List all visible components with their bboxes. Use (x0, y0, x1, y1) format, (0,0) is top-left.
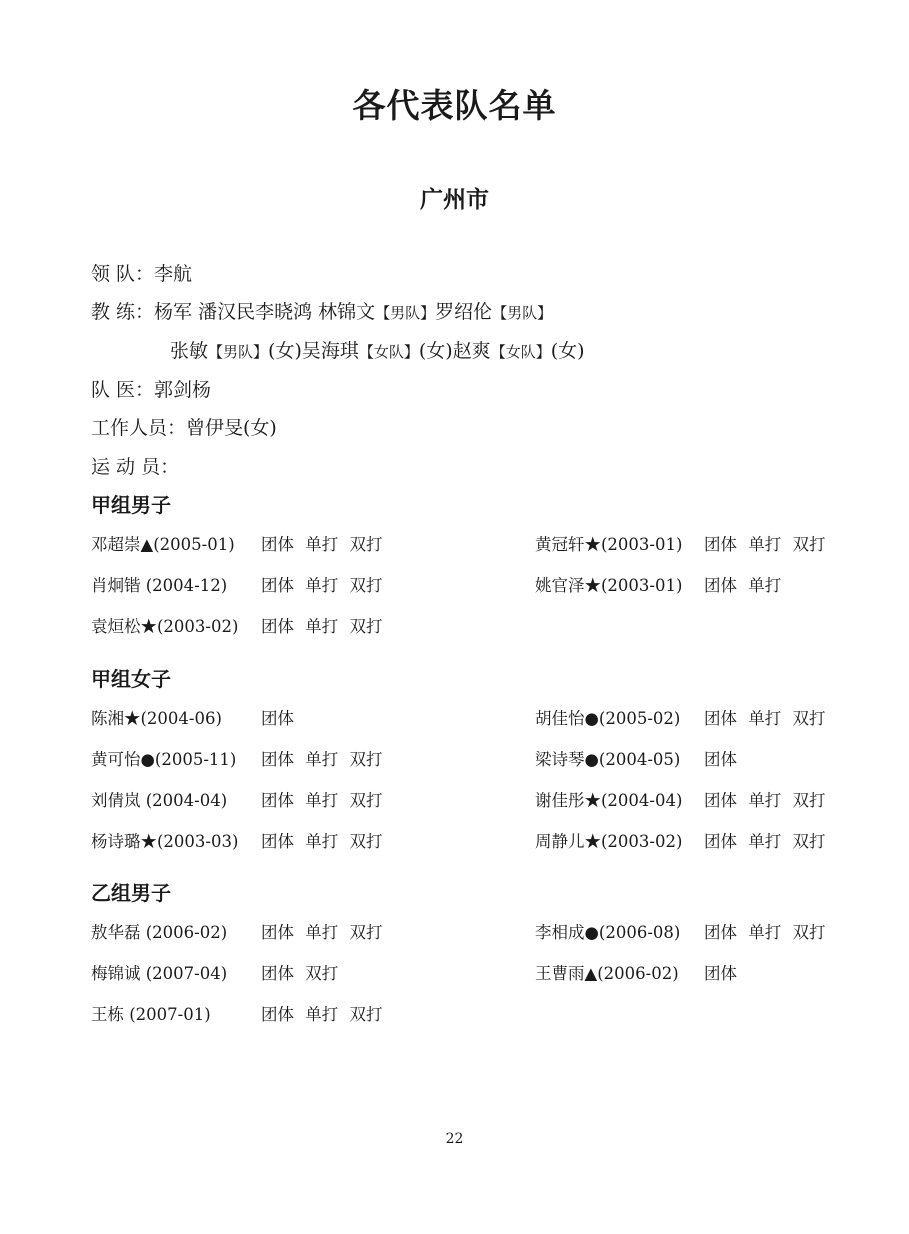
doctor-label: 队 医： (91, 379, 155, 401)
coaches-names-2: 罗绍伦 (435, 301, 493, 323)
coach-team-tag: 【女队】 (490, 343, 551, 361)
workers-value: 曾伊旻(女) (186, 417, 277, 439)
player-events: 团体 单打 (704, 576, 782, 595)
player-name: 敖华磊 (2006-02) (91, 923, 228, 942)
coaches-names-6: (女) (550, 340, 585, 362)
player-name: 陈湘★(2004-06) (91, 709, 222, 728)
player-name: 杨诗璐★(2003-03) (91, 832, 239, 851)
coach-team-tag: 【男队】 (492, 304, 553, 322)
player-events: 团体 单打 双打 (261, 750, 383, 769)
coaches-names-4: (女)吴海琪 (268, 340, 359, 362)
player-name: 姚官泽★(2003-01) (535, 576, 683, 595)
leader-line (91, 259, 192, 286)
coaches-names-3: 张敏 (170, 340, 209, 362)
player-events: 团体 单打 双打 (261, 535, 383, 554)
player-name: 周静儿★(2003-02) (535, 832, 683, 851)
player-name: 王栋 (2007-01) (91, 1005, 211, 1024)
player-name: 梅锦诚 (2007-04) (91, 964, 228, 983)
player-name: 袁烜松★(2003-02) (91, 617, 239, 636)
player-events: 团体 单打 双打 (261, 1005, 383, 1024)
player-name: 王曹雨▲(2006-02) (535, 964, 679, 983)
player-name: 肖炯锴 (2004-12) (91, 576, 228, 595)
coach-team-tag: 【女队】 (358, 343, 419, 361)
player-events: 团体 单打 双打 (261, 832, 383, 851)
player-name: 黄可怡●(2005-11) (91, 750, 237, 769)
player-events: 团体 单打 双打 (261, 576, 383, 595)
player-name: 胡佳怡●(2005-02) (535, 709, 681, 728)
coaches-names-1: 杨军 潘汉民李晓鸿 林锦文 (154, 301, 376, 323)
player-events: 团体 单打 双打 (704, 791, 826, 810)
player-events: 团体 (704, 964, 737, 983)
coach-team-tag: 【男队】 (375, 304, 436, 322)
coaches-line-2 (170, 336, 585, 363)
coach-team-tag: 【男队】 (208, 343, 269, 361)
coaches-line-1 (91, 297, 552, 324)
player-events: 团体 双打 (261, 964, 339, 983)
leader-value: 李航 (154, 263, 193, 285)
player-name: 李相成●(2006-08) (535, 923, 681, 942)
coaches-label: 教 练： (91, 301, 155, 323)
athletes-line (91, 452, 179, 479)
player-name: 刘倩岚 (2004-04) (91, 791, 228, 810)
player-events: 团体 单打 双打 (261, 617, 383, 636)
player-name: 邓超崇▲(2005-01) (91, 535, 235, 554)
doctor-line (91, 375, 211, 402)
page-number: 22 (445, 1131, 464, 1147)
player-events: 团体 单打 双打 (261, 791, 383, 810)
player-events: 团体 (704, 750, 737, 769)
player-name: 梁诗琴●(2004-05) (535, 750, 681, 769)
team-name: 广州市 (420, 186, 489, 213)
coaches-names-5: (女)赵爽 (418, 340, 491, 362)
group-heading-jia-men: 甲组男子 (91, 493, 171, 517)
player-name: 黄冠轩★(2003-01) (535, 535, 683, 554)
player-events: 团体 单打 双打 (704, 535, 826, 554)
player-events: 团体 单打 双打 (704, 832, 826, 851)
athletes-label: 运 动 员： (91, 456, 180, 478)
player-events: 团体 单打 双打 (704, 923, 826, 942)
player-name: 谢佳彤★(2004-04) (535, 791, 683, 810)
group-heading-yi-men: 乙组男子 (91, 881, 171, 905)
doctor-value: 郭剑杨 (154, 379, 212, 401)
page-title: 各代表队名单 (352, 86, 557, 125)
player-events: 团体 (261, 709, 294, 728)
player-events: 团体 单打 双打 (704, 709, 826, 728)
workers-line (91, 413, 277, 440)
leader-label: 领 队： (91, 263, 155, 285)
group-heading-jia-women: 甲组女子 (91, 667, 171, 691)
workers-label: 工作人员： (91, 417, 187, 439)
player-events: 团体 单打 双打 (261, 923, 383, 942)
